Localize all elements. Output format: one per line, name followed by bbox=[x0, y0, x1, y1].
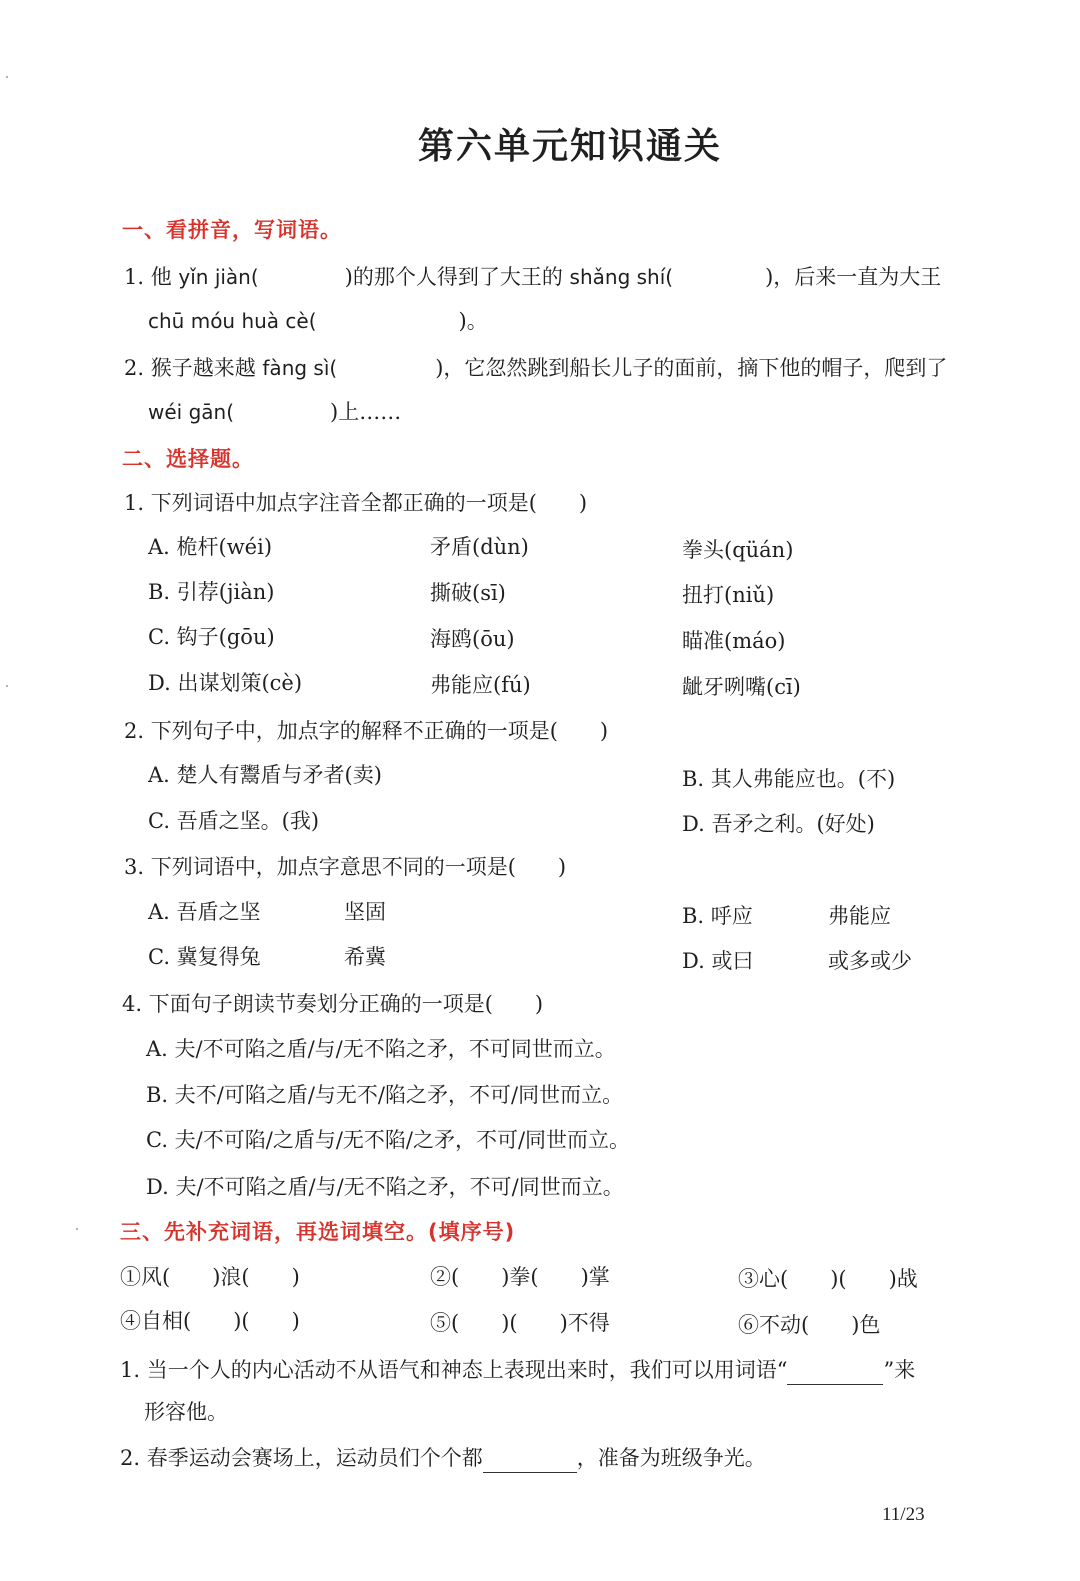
sec3-q2-line bbox=[120, 1443, 766, 1473]
sec2-q2-stem: 2. 下列句子中，加点字的解释不正确的一项是( ) bbox=[124, 719, 609, 743]
answer-blank[interactable] bbox=[787, 1362, 883, 1385]
sec3-item-1[interactable]: ①风( )浪( ) bbox=[120, 1265, 300, 1289]
sec2-q3-option-b1[interactable]: B. 呼应 bbox=[682, 904, 753, 928]
sec2-q3-option-a1[interactable]: A. 吾盾之坚 bbox=[148, 900, 261, 924]
scan-speck bbox=[6, 685, 8, 687]
sec2-q2-option-c[interactable]: C. 吾盾之坚。(我) bbox=[148, 809, 320, 833]
text: )，后来一直为大王 bbox=[765, 265, 942, 289]
text: ”来 bbox=[883, 1358, 916, 1382]
sec2-q2-option-a[interactable]: A. 楚人有鬻盾与矛者(卖) bbox=[148, 763, 382, 787]
text: )的那个人得到了大王的 bbox=[344, 265, 570, 289]
text: )上…… bbox=[330, 400, 402, 424]
sec3-item-3[interactable]: ③心( )( )战 bbox=[738, 1267, 918, 1291]
text: ，准备为班级争光。 bbox=[576, 1446, 766, 1470]
scan-speck bbox=[6, 76, 8, 78]
sec3-item-6[interactable]: ⑥不动( )色 bbox=[738, 1313, 881, 1337]
pinyin: wéi gān( bbox=[148, 400, 235, 424]
section-3-heading: 三、先补充词语，再选词填空。(填序号) bbox=[120, 1220, 516, 1244]
sec2-q3-option-c2: 希冀 bbox=[344, 945, 386, 969]
page-title: 第六单元知识通关 bbox=[417, 125, 722, 167]
sec2-q1-option-a2: 矛盾(dùn) bbox=[430, 535, 529, 559]
text: 1. 他 bbox=[124, 265, 179, 289]
sec2-q3-option-b2: 弗能应 bbox=[828, 904, 891, 928]
sec2-q4-option-a[interactable]: A. 夫/不可陷之盾/与/无不陷之矛，不可同世而立。 bbox=[146, 1037, 616, 1061]
text: 1. 当一个人的内心活动不从语气和神态上表现出来时，我们可以用词语“ bbox=[120, 1358, 788, 1382]
sec2-q1-option-d1[interactable]: D. 出谋划策(cè) bbox=[148, 671, 303, 695]
sec2-q2-option-d[interactable]: D. 吾矛之利。(好处) bbox=[682, 812, 875, 836]
sec2-q3-option-a2: 坚固 bbox=[344, 900, 386, 924]
sec1-q1-line1 bbox=[124, 262, 941, 292]
sec2-q1-option-d2: 弗能应(fú) bbox=[430, 673, 531, 697]
sec2-q4-option-c[interactable]: C. 夫/不可陷/之盾与/无不陷/之矛，不可/同世而立。 bbox=[146, 1128, 631, 1152]
sec2-q3-stem: 3. 下列词语中，加点字意思不同的一项是( ) bbox=[124, 855, 567, 879]
sec2-q1-option-c1[interactable]: C. 钩子(gōu) bbox=[148, 625, 275, 649]
pinyin: shǎng shí( bbox=[569, 265, 674, 289]
sec3-q1-line2: 形容他。 bbox=[144, 1400, 228, 1424]
page-number: 11/23 bbox=[882, 1504, 925, 1525]
text: )，它忽然跳到船长儿子的面前，摘下他的帽子，爬到了 bbox=[435, 356, 948, 380]
sec2-q2-option-b[interactable]: B. 其人弗能应也。(不) bbox=[682, 767, 896, 791]
sec2-q3-option-d2: 或多或少 bbox=[828, 949, 912, 973]
sec1-q1-line2 bbox=[148, 306, 488, 336]
sec3-q1-line1 bbox=[120, 1355, 915, 1385]
pinyin: fàng sì( bbox=[262, 356, 338, 380]
sec1-q2-line1 bbox=[124, 353, 947, 383]
section-2-heading: 二、选择题。 bbox=[122, 447, 254, 471]
sec3-item-4[interactable]: ④自相( )( ) bbox=[120, 1309, 300, 1333]
sec2-q4-option-b[interactable]: B. 夫不/可陷之盾/与无不/陷之矛，不可/同世而立。 bbox=[146, 1083, 624, 1107]
sec1-q2-line2 bbox=[148, 397, 401, 427]
section-1-heading: 一、看拼音，写词语。 bbox=[122, 218, 342, 242]
sec2-q1-option-a3: 拳头(qüán) bbox=[682, 538, 794, 562]
sec3-item-5[interactable]: ⑤( )( )不得 bbox=[430, 1311, 610, 1335]
sec2-q4-stem: 4. 下面句子朗读节奏划分正确的一项是( ) bbox=[122, 992, 544, 1016]
sec2-q1-option-c3: 瞄准(máo) bbox=[682, 629, 786, 653]
answer-blank[interactable] bbox=[483, 1450, 577, 1473]
pinyin: yǐn jiàn( bbox=[178, 265, 259, 289]
text: )。 bbox=[458, 309, 488, 333]
sec2-q4-option-d[interactable]: D. 夫/不可陷之盾/与/无不陷之矛，不可/同世而立。 bbox=[146, 1175, 624, 1199]
text: 2. 春季运动会赛场上，运动员们个个都 bbox=[120, 1446, 483, 1470]
sec2-q1-option-b3: 扭打(niǔ) bbox=[682, 583, 775, 607]
text: 2. 猴子越来越 bbox=[124, 356, 263, 380]
sec2-q3-option-c1[interactable]: C. 冀复得兔 bbox=[148, 945, 261, 969]
scan-speck bbox=[76, 1228, 78, 1230]
sec2-q1-stem: 1. 下列词语中加点字注音全都正确的一项是( ) bbox=[124, 491, 588, 515]
pinyin: chū móu huà cè( bbox=[148, 309, 317, 333]
sec2-q1-option-b2: 撕破(sī) bbox=[430, 581, 506, 605]
sec2-q1-option-b1[interactable]: B. 引荐(jiàn) bbox=[148, 580, 275, 604]
sec2-q1-option-a1[interactable]: A. 桅杆(wéi) bbox=[148, 535, 273, 559]
sec3-item-2[interactable]: ②( )拳( )掌 bbox=[430, 1265, 610, 1289]
sec2-q1-option-c2: 海鸥(ōu) bbox=[430, 627, 515, 651]
sec2-q3-option-d1[interactable]: D. 或曰 bbox=[682, 949, 754, 973]
sec2-q1-option-d3: 龇牙咧嘴(cī) bbox=[682, 675, 801, 699]
